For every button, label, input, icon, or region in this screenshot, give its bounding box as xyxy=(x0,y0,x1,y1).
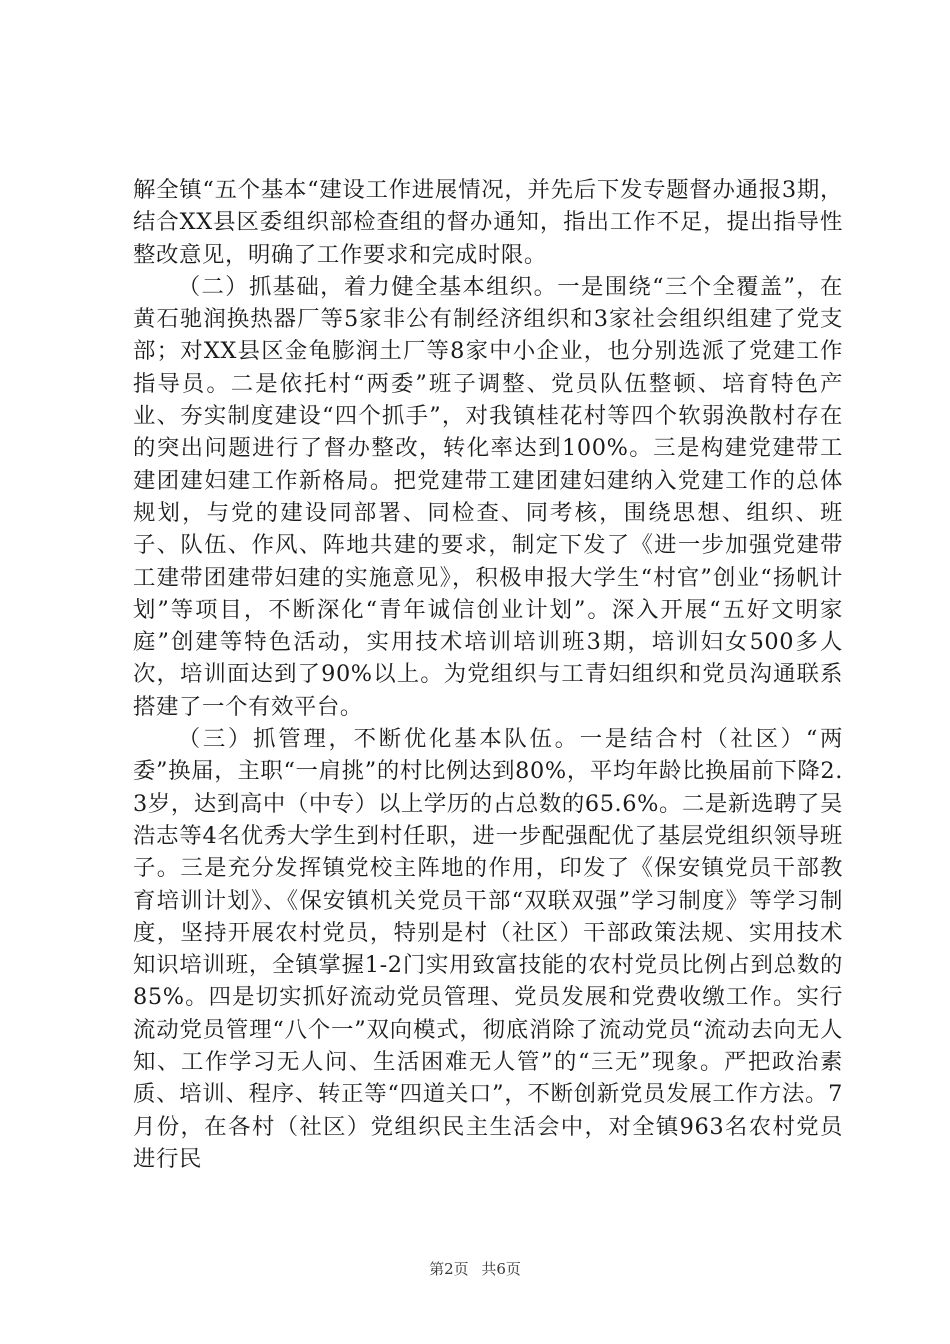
document-body xyxy=(133,174,843,1175)
page-number-current: 第2页 xyxy=(429,1260,469,1278)
page-footer xyxy=(0,1258,950,1279)
paragraph-1: 解全镇“五个基本“建设工作进展情况，并先后下发专题督办通报3期，结合XX县区委组织部检查组的督办通知，指出工作不足，提出指导性整改意见，明确了工作要求和完成时限。 xyxy=(133,177,843,268)
paragraph-3: （三）抓管理，不断优化基本队伍。一是结合村（社区）“两委”换届，主职“一肩挑”的村比例达到80%，平均年龄比换届前下降2.3岁，达到高中（中专）以上学历的占总数的65.6%。二是新选聘了吴浩志等4名优秀大学生到村任职，进一步配强配优了基层党组织领导班子。三是充分发挥镇党校主阵地的作用，印发了《保安镇党员干部教育培训计划》、《保安镇机关党员干部“双联双强”学习制度》等学习制度，坚持开展农村党员，特别是村（社区）干部政策法规、实用技术知识培训班，全镇掌握1-2门实用致富技能的农村党员比例占到总数的85%。四是切实抓好流动党员管理、党员发展和党费收缴工作。实行流动党员管理“八个一”双向模式，彻底消除了流动党员“流动去向无人知、工作学习无人问、生活困难无人管”的“三无”现象。严把政治素质、培训、程序、转正等“四道关口”，不断创新党员发展工作方法。7月份，在各村（社区）党组织民主生活会中，对全镇963名农村党员进行民 xyxy=(133,726,843,1172)
paragraph-2: （二）抓基础，着力健全基本组织。一是围绕“三个全覆盖”，在黄石驰润换热器厂等5家非公有制经济组织和3家社会组织组建了党支部；对XX县区金龟膨润土厂等8家中小企业，也分别选派了党建工作指导员。二是依托村“两委”班子调整、党员队伍整顿、培育特色产业、夯实制度建设“四个抓手”，对我镇桂花村等四个软弱涣散村存在的突出问题进行了督办整改，转化率达到100%。三是构建党建带工建团建妇建工作新格局。把党建带工建团建妇建纳入党建工作的总体规划，与党的建设同部署、同检查、同考核，围绕思想、组织、班子、队伍、作风、阵地共建的要求，制定下发了《进一步加强党建带工建带团建带妇建的实施意见》，积极申报大学生“村官”创业“扬帆计划”等项目，不断深化“青年诚信创业计划”。深入开展“五好文明家庭”创建等特色活动，实用技术培训培训班3期，培训妇女500多人次，培训面达到了90%以上。为党组织与工青妇组织和党员沟通联系搭建了一个有效平台。 xyxy=(133,273,843,720)
page-number-total: 共6页 xyxy=(481,1260,521,1278)
